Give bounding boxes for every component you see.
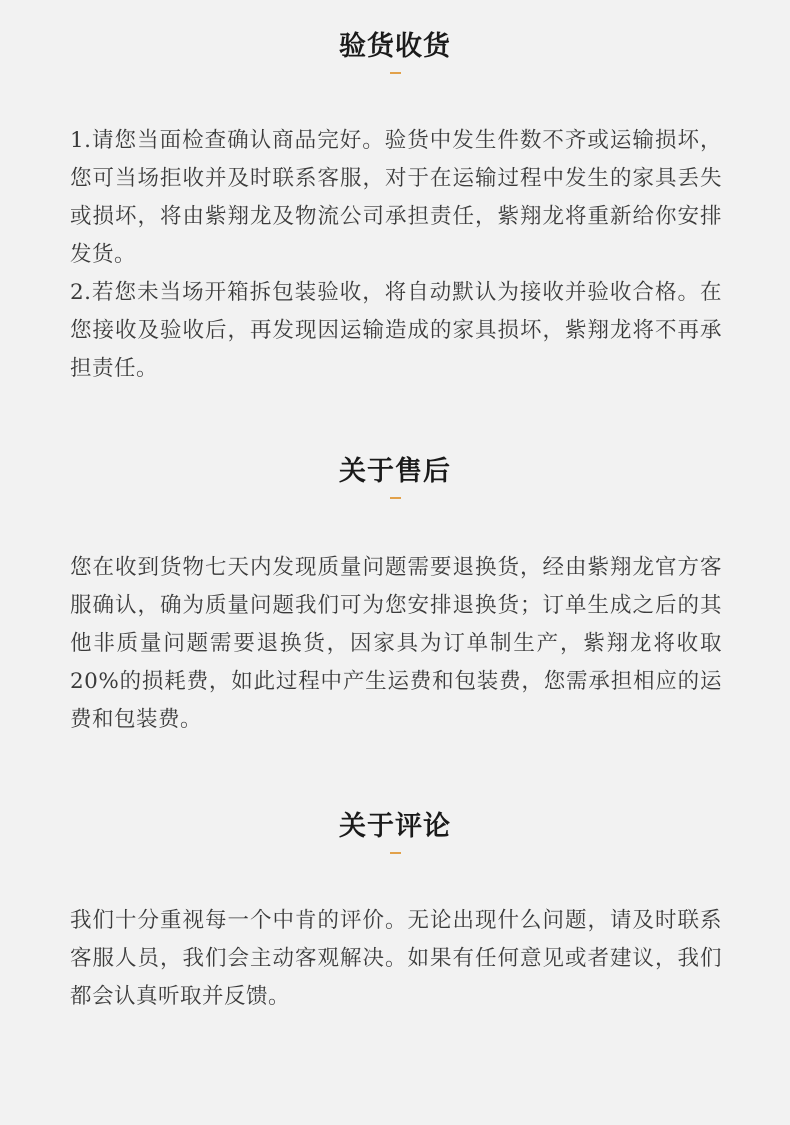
paragraph-inspection-2: 2.若您未当场开箱拆包装验收，将自动默认为接收并验收合格。在您接收及验收后，再发现因运输造成的家具损坏，紫翔龙将不再承担责任。 bbox=[70, 280, 722, 381]
title-accent-line bbox=[390, 852, 401, 854]
section-title-after-sale: 关于售后 bbox=[339, 456, 451, 487]
title-accent-line bbox=[390, 497, 401, 499]
section-title-inspection: 验货收货 bbox=[339, 31, 451, 62]
paragraph-reviews-1: 我们十分重视每一个中肯的评价。无论出现什么问题，请及时联系客服人员，我们会主动客观解决。如果有任何意见或者建议，我们都会认真听取并反馈。 bbox=[70, 908, 722, 1009]
section-title-reviews: 关于评论 bbox=[339, 811, 451, 842]
section-body-reviews bbox=[70, 902, 722, 1016]
section-body-after-sale bbox=[70, 549, 722, 739]
section-after-sale bbox=[0, 455, 790, 732]
paragraph-after-sale-1: 您在收到货物七天内发现质量问题需要退换货，经由紫翔龙官方客服确认，确为质量问题我们可为您安排退换货；订单生成之后的其他非质量问题需要退换货，因家具为订单制生产，紫翔龙将收取20%的损耗费，如此过程中产生运费和包装费，您需承担相应的运费和包装费。 bbox=[70, 555, 722, 732]
title-accent-line bbox=[390, 72, 401, 74]
section-inspection bbox=[0, 30, 790, 381]
paragraph-inspection-1: 1.请您当面检查确认商品完好。验货中发生件数不齐或运输损坏，您可当场拒收并及时联系客服，对于在运输过程中发生的家具丢失或损坏，将由紫翔龙及物流公司承担责任，紫翔龙将重新给你安排发货。 bbox=[70, 128, 722, 267]
section-body-inspection bbox=[70, 122, 722, 388]
section-reviews bbox=[0, 810, 790, 1009]
